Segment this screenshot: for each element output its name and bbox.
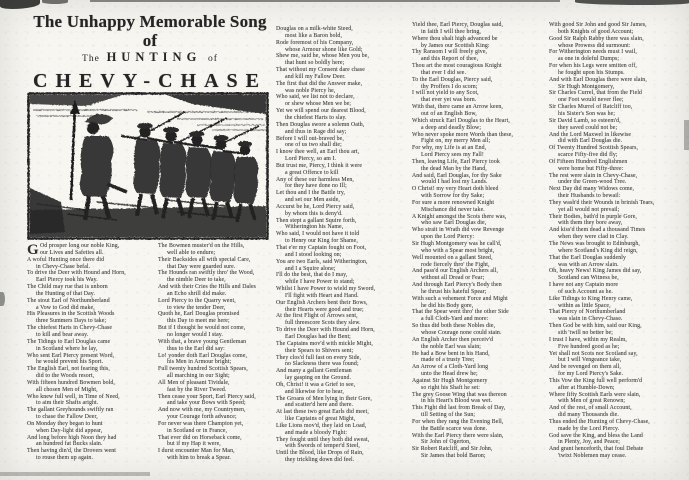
verse-line: when Day-light did appear, [36,427,103,434]
verse-line: was with an Arrow slain. [558,261,619,268]
verse-line: And grant henceforth, that foul Debate [549,446,644,453]
verse-line: he would prevent his Sport. [36,359,104,366]
page-title-line-2 [24,51,276,65]
verse-line: That Piercy of Northumberland [549,309,626,316]
verse-line: He had a Bow bent in his Hand, [412,350,490,357]
verse-line: This Fight did last from Break of Day, [412,405,506,412]
verse-line: who saw Earl Douglas die, [421,220,487,227]
verse-line: rode fiercely thro' the Fight, [421,261,490,268]
verse-line: yet all would not prevail; [558,206,620,213]
verse-line: did many Thousands die. [558,412,619,419]
verse-line: all marching in our Sight; [167,373,230,380]
verse-line: that ever I did see. [421,69,467,76]
scan-smudge [575,0,689,5]
drop-cap-letter: G [27,242,39,258]
verse-line: well able to endure; [167,249,216,256]
verse-line: to Henry our King for Shame, [285,238,358,245]
verse-line: with Swords of temper'd Steel, [285,443,361,450]
verse-line: in Scotland where he lay, [36,345,98,352]
woodcut-svg [27,92,269,240]
verse-line: he did his Body gore, [421,302,474,309]
verse-line: and thus in Rage did say; [285,128,347,135]
verse-line: he fought upon his Stumps. [558,69,625,76]
verse-line: and made a bloody Fight: [285,429,348,436]
verse-line: Mischance did never take. [421,206,485,213]
verse-line: The Hounds ran swiftly thro' the Wood, [158,270,255,277]
verse-line: no Slackness there was found; [285,361,359,368]
verse-line: Of Fifteen Hundred Englishmen [549,158,628,165]
verse-line: The Child may rue that is unborn [27,284,108,291]
verse-line: unto the Head drew he; [421,371,478,378]
verse-line: Against Sir Hugh Montgomery [412,377,488,384]
verse-line: The rest were slain in Chevy-Chase, [549,172,638,179]
verse-line: I will not yield to any Scot, [412,90,479,97]
verse-line: Fight on, my merry Men all; [421,138,491,145]
verse-line: Next Day did many Widows come, [549,186,635,193]
verse-line: made by the Lord Piercy. [558,425,620,432]
verse-line: lay gasping on the Ground. [285,375,352,382]
verse-line: With good Sir John and good Sir James, [549,22,647,28]
verse-line: without all Dread or Fear; [421,275,485,282]
verse-line: and I stood looking on; [285,251,342,258]
verse-line: Oh, Christ! it was a Grief to see, [276,381,356,388]
verse-line: made of a trusty Tree; [421,357,475,364]
verse-line: to aim their Shafts aright. [36,400,99,407]
verse-line: all chosen Men of Might, [36,386,98,393]
verse-line: Our English Archers bent their Bows, [276,299,368,306]
verse-line: They clos'd full fast on every Side, [276,354,362,361]
verse-line: and this Report of thee, [421,56,479,63]
verse-line: three Summers Days to take; [36,318,107,325]
verse-line: for they have done no Ill; [285,183,347,190]
verse-line: Sir James that bold Baron; [421,453,486,460]
verse-line: Then, leaving Life, Earl Piercy took [412,158,500,165]
verse-line: That ever did on Horseback come, [158,434,242,441]
verse-line: who with a Spear most bright, [421,247,495,254]
verse-column-2 [158,243,290,462]
verse-line: while I have Power to stand; [285,279,355,286]
verse-line: Then Douglas swore a solemn Oath, [276,121,365,128]
verse-line: both Knights of good Account; [558,28,634,35]
verse-line: would I had lost my Lands. [421,179,488,186]
verse-line: Good Sir Ralph Rabby there was slain, [549,35,644,42]
verse-line: The stout Earl of Northumberland [27,297,110,304]
page-title-line-3: CHEVY-CHASE [33,70,267,92]
verse-line: All Men of pleasant Tividale, [158,379,230,386]
verse-line: And of the rest, of small Account, [549,405,632,412]
verse-line: whose Armour shone like Gold; [285,46,363,53]
verse-line: Od prosper long our noble King, [40,243,120,249]
verse-line: in Scotland or in France, [167,427,228,434]
verse-line: and likewise for to hear, [285,388,344,395]
verse-line: did to the Woods resort, [36,373,95,380]
verse-line: Any of these our harmless Men, [276,176,354,183]
verse-line: The Captains mov'd with mickle Might, [276,340,373,347]
verse-line: as one in doleful Dumps; [558,56,620,63]
verse-line: For why, my Life is at an End, [412,145,487,152]
verse-line: by James our Scottish King: [421,42,490,49]
verse-line: by whom this is deny'd. [285,210,343,217]
scan-smudge [684,120,689,150]
verse-line: I'll do the best, that do I may, [276,272,348,279]
verse-line: For never was there Champion yet, [158,420,244,427]
verse-line: Then God be with him, said our King, [549,323,642,330]
verse-line: Like Tidings to King Henry came, [549,295,633,302]
verse-line: His Pleasures in the Scottish Woods [27,311,115,318]
verse-line: in Plenty, Joy, and Peace; [558,439,620,446]
verse-line: An English Archer then perceiv'd [412,336,494,343]
verse-line: That without my Consent dare chase [276,67,365,74]
verse-column-4 [412,22,544,460]
verse-line: a Vow to God did make, [36,304,95,311]
verse-line: Who said, we list not to declare, [276,94,355,101]
verse-line: of such Account as he. [558,288,613,295]
verse-line: one Foot would never flee; [558,97,624,104]
verse-line: With the Earl Piercy there were slain, [412,432,504,439]
verse-column-1 [27,243,159,462]
verse-line: And through Earl Piercy's Body then [412,282,502,289]
verse-line: The Groans of Men lying in their Gore, [276,395,372,402]
verse-line: so right his Shaft he set: [421,384,480,391]
verse-line: At last these two great Earls did meet, [276,409,369,416]
verse-line: A Knight amongst the Scots there was, [412,213,507,220]
verse-line: their Husbands to bewail: [558,193,621,200]
verse-line: With that, a brave young Gentleman [158,338,247,345]
verse-line: Well mounted on a gallant Steed, [412,254,493,261]
verse-line: Sir Hugh Montgomery, [558,83,615,90]
verse-line: scarce Fifty-five did fly; [558,152,618,159]
verse-line: Sir Robert Ratcliff, and Sir John, [412,446,493,453]
verse-line: Before I will out-braved be, [276,135,344,142]
verse-line: And many a gallant Gentleman [276,368,352,375]
title-the: The [82,54,100,64]
verse-line: The first that did the Answer make, [276,80,363,87]
verse-line: a great Offence to kill [285,169,339,176]
verse-line: when they were clad in Clay. [558,234,629,241]
verse-line: most like a Baron bold, [285,32,343,39]
scan-smudge [90,0,560,2]
title-block [24,12,276,93]
verse-line: their Spears to Shivers sent; [285,347,354,354]
verse-line: For when his Legs were smitten off, [549,63,637,70]
verse-line: The chiefest Harts in Chevy-Chase [27,325,113,332]
verse-line: Yet we will spend our dearest Blood, [276,108,366,115]
verse-line: They fought until they both did sweat, [276,436,370,443]
verse-line: Lord Piercy to the Quarry went, [158,297,236,304]
verse-line: under the Green-wood Tree. [558,179,627,186]
verse-line: Yield thee, Earl Piercy, Douglas said, [412,22,504,28]
verse-line: and scatter'd here and there. [285,402,354,409]
verse-line: Earl Piercy took his Way. [36,277,98,284]
verse-line: in his Heart's Blood was wet. [421,398,493,405]
verse-line: God save the King, and bless the Land [549,432,643,439]
verse-line: that hunt so boldly here; [285,60,345,67]
woodcut-hunting-scene-image [27,92,269,240]
page-title-line-1: The Unhappy Memorable Song of [33,12,267,50]
verse-line: Then having din'd, the Drovers went [27,448,116,455]
verse-line: But if I thought he would not come, [158,325,246,332]
verse-line: Scotland can Witness be, [558,275,619,282]
verse-line: To drive the Deer with Hound and Horn, [27,270,126,277]
verse-line: Where thou shalt high advanced be [412,35,498,42]
verse-line: A woful Hunting once there did [27,256,105,263]
verse-line: Sir John of Ogerton, [421,439,471,446]
verse-line: And pass'd our English Archers all, [412,268,499,275]
verse-line: Who said, I would not have it told [276,231,360,238]
verse-line: The Bowmen muster'd on the Hills, [158,243,245,249]
verse-line: Lord Piercy sees my Fall! [421,152,484,159]
verse-line: in Chevy-Chase befal. [36,263,91,270]
verse-line: Lord Piercy, so am I. [285,156,337,163]
verse-line: But trust me, Piercy, I think it were [276,162,363,169]
verse-line: The gallant Greyhounds swiftly ran [27,407,114,414]
verse-line: And with Earl Douglas there were slain, [549,76,647,83]
verse-line: where Scotland's King did reign, [558,247,638,254]
verse-line: Their Backsides all with special Care, [158,256,251,263]
verse-line: Their Bodies, bath'd in purple Gore, [549,213,637,220]
verse-column-3 [276,26,408,464]
verse-line: With such a vehement Force and Might [412,295,508,302]
verse-line: till Setting of the Sun; [421,412,476,419]
verse-line: Yet shall not Scots nor Scotland say, [549,350,638,357]
verse-line: That the Earl Douglas suddenly [549,254,627,261]
title-of: of [208,54,218,64]
verse-line: they saved could not be; [558,124,618,131]
verse-line: And said, Earl Douglas, for thy Sake [412,172,502,179]
verse-line: Lo! yonder doth Earl Douglas come, [158,352,248,359]
scan-smudge [0,0,40,9]
verse-line: the chiefest Harts to slay. [285,114,347,121]
verse-line: Witherington his Name, [285,224,344,231]
verse-line: the dead Man by the Hand, [421,165,487,172]
verse-line: this Day to meet me here; [167,318,230,325]
verse-line: they trickling down did feel. [285,457,355,464]
verse-line: to chase the Fallow Deer, [36,414,98,421]
verse-line: your Courage forth advance; [167,414,237,421]
verse-line: Quoth he, Earl Douglas promised [158,311,240,318]
verse-line: O Christ! my very Heart doth bleed [412,186,499,193]
verse-line: but if my Hap it were, [167,441,221,448]
verse-line: Thou art the most couragious Knight [412,63,502,70]
verse-line: did with Earl Douglas die. [558,138,623,145]
verse-line: Douglas on a milk-white Steed, [276,26,353,32]
verse-line: To drive the Deer with Hound and Horn, [276,327,375,334]
verse-line: within as little Space, [558,302,611,309]
verse-line: At the first Flight of Arrows sent, [276,313,358,320]
verse-line: I have not any Captain more [549,282,619,289]
verse-line: Where fifty Scottish Earls were slain, [549,391,641,398]
verse-line: With that, there came an Arrow keen, [412,104,504,111]
verse-line: Until the Blood, like Drops of Rain, [276,450,364,457]
verse-line: and set our Men aside, [285,197,340,204]
verse-line: whose Prowess did surmount: [558,42,631,49]
verse-line: Thus ended the Hunting of Chevy-Chase, [549,418,650,425]
verse-line: their Hearts were good and true; [285,306,364,313]
verse-line: or shew whose Men we be; [285,101,352,108]
verse-line: Who knew full well, in Time of Need, [27,393,120,400]
verse-line: You are two Earls, said Witherington, [276,258,368,265]
verse-line: his Sister's Son was he; [558,110,616,117]
verse-line: And be revenged on them all, [549,364,621,371]
verse-line: upon the Lord Piercy: [421,234,475,241]
scan-smudge [0,472,150,476]
verse-line: Whilst I have Power to wield my Sword, [276,286,376,293]
verse-line: a deep and deadly Blow; [421,124,482,131]
verse-line: Who never spoke more Words than these, [412,131,514,138]
verse-line: And now with me, my Countrymen, [158,407,246,414]
verse-line: one of us two shall die; [285,142,342,149]
verse-line: his Men in Armour bright; [167,359,232,366]
verse-line: Sir Charles Murrel of Ratcliff too, [549,104,633,111]
verse-line: in faith I will thee bring, [421,28,481,35]
verse-line: a full Cloth-Yard and more: [421,316,489,323]
verse-line: the nimble Deer to take, [167,277,226,284]
verse-column-5 [549,22,681,460]
verse-line: with Men of great Renown; [558,398,626,405]
verse-line: 'twixt Noblemen may cease. [558,453,627,460]
verse-line: I'll fight with Heart and Hand. [285,292,359,299]
verse-line: an hundred fat Bucks slain. [36,441,103,448]
verse-line: For sure a more renowned Knight [412,199,495,206]
verse-line: with them they bore away, [558,220,623,227]
scan-smudge [0,292,5,306]
verse-line: With fifteen hundred Bowmen bold, [27,379,115,386]
verse-line: were home but Fifty-three: [558,165,624,172]
verse-line: like Captains of great Might, [285,416,356,423]
verse-line: Like Lions mov'd, they laid on Load, [276,422,367,429]
verse-line: Earl Douglas had the Bent; [285,333,351,340]
verse-line: Full twenty hundred Scottish Spears, [158,366,248,373]
verse-line: For when they rang the Evening Bell, [412,418,504,425]
verse-line: Who sent Earl Piercy present Word, [27,352,115,359]
verse-line: the Hunting of that Day. [36,290,96,297]
verse-line: with him to break a Spear. [167,455,231,462]
verse-line: The News was brought to Edinburgh, [549,241,640,247]
verse-line: So thus did both these Nobles die, [412,323,496,330]
verse-line: our Lives and Safeties all. [40,249,104,256]
verse-line: This Vow the King full well perform'd [549,377,643,384]
verse-line: sith 'twill no better be; [558,329,613,336]
verse-line: That e'er my Captain fought on Foot, [276,245,367,251]
verse-line: The Tidings to Earl Douglas came [27,338,111,345]
verse-line: he thrust his hateful Spear; [421,288,487,295]
verse-line: Sir Hugh Montgomery was he call'd, [412,241,502,247]
verse-line: for my Lord Piercy's Sake. [558,371,624,378]
verse-line: fast by the River Tweed. [167,386,227,393]
verse-line: was noble Piercy he, [285,87,336,94]
verse-line: no longer would I stay. [167,331,223,338]
verse-line: I durst encounter Man for Man, [158,448,235,455]
verse-line: the noble Earl was slain; [421,343,481,350]
verse-line: whose Courage none could stain. [421,329,502,336]
verse-line: Rode foremost of his Company, [276,39,354,46]
verse-line: To the Earl Douglas, Piercy said, [412,76,493,83]
verse-line: was slain in Chevy-Chase. [558,316,623,323]
verse-line: On Monday they began to hunt [27,420,103,427]
verse-line: And the Lord Maxwel in likewise [549,131,632,138]
verse-line: to view the tender Deer, [167,304,226,311]
verse-line: that Day were guarded sure. [167,263,236,270]
scan-smudge [42,0,68,4]
verse-line: the Battle scarce was done. [421,425,488,432]
verse-line: and take your Bows with Speed; [167,400,246,407]
verse-line: but I will Vengeance take, [558,357,622,364]
verse-line: That the Spear went thro' the other Side [412,309,509,316]
verse-line: Sir Charles Currel, that from the Field [549,90,643,97]
verse-line: full threescore Scots they slew. [285,320,361,327]
verse-line: with Sorrow for thy Sake; [421,193,485,200]
verse-line: Then cease your Sport, Earl Piercy said, [158,393,256,400]
verse-line: and I a Squire alone; [285,265,336,272]
verse-line: Shew me, said he, whose Men you be, [276,53,370,60]
verse-line: For Witherington needs must I wail, [549,49,637,56]
verse-line: thus to the Earl did say: [167,345,225,352]
verse-line: Oh, heavy News! King James did say, [549,268,642,275]
verse-line: And kiss'd them dead a thousand Times [549,227,646,234]
verse-line: Which struck Earl Douglas to the Heart, [412,117,510,124]
verse-line: And with their Cries the Hills and Dales [158,284,257,291]
verse-line: Of Twenty Hundred Scottish Spears, [549,145,639,152]
verse-line: that ever yet was born. [421,97,477,104]
verse-line: Let thou and I the Battle try, [276,190,346,197]
verse-line: and kill my Fallow Deer. [285,73,346,80]
verse-line: I trust I have, within my Realm, [549,336,627,343]
verse-line: to rouse them up again. [36,455,94,462]
verse-line: Sir David Lamb, so esteem'd, [549,117,621,124]
verse-line: thy Proffers I do scorn; [421,83,478,90]
verse-line: The grey Goose Wing that was thereon [412,391,507,398]
verse-line: to kill and bear away. [36,331,89,338]
verse-line: And long before high Noon they had [27,434,117,441]
verse-line: Thy Ransom I will freely give, [412,49,488,56]
verse-line: Accurst be he, Lord Piercy said, [276,203,355,210]
verse-line: Then stept a gallant Squire forth, [276,217,357,224]
verse-line: out of an English Bow, [421,110,477,117]
verse-line: An Arrow of a Cloth-Yard long [412,364,489,371]
title-hunting: HUNTING [106,50,202,64]
verse-line: I know thee well, an Earl thou art, [276,149,360,156]
verse-line: Five hundred good as he; [558,343,620,350]
soldier-figures [121,112,259,222]
verse-line: Who strait in Wrath did vow Revenge [412,227,505,234]
verse-line: The English Earl, not fearing this, [27,366,110,373]
verse-line: an Echo shrill did make. [167,290,227,297]
verse-line: They wash'd their Wounds in brinish Tears, [549,199,655,206]
verse-line: after at Humble-Down; [558,384,615,391]
